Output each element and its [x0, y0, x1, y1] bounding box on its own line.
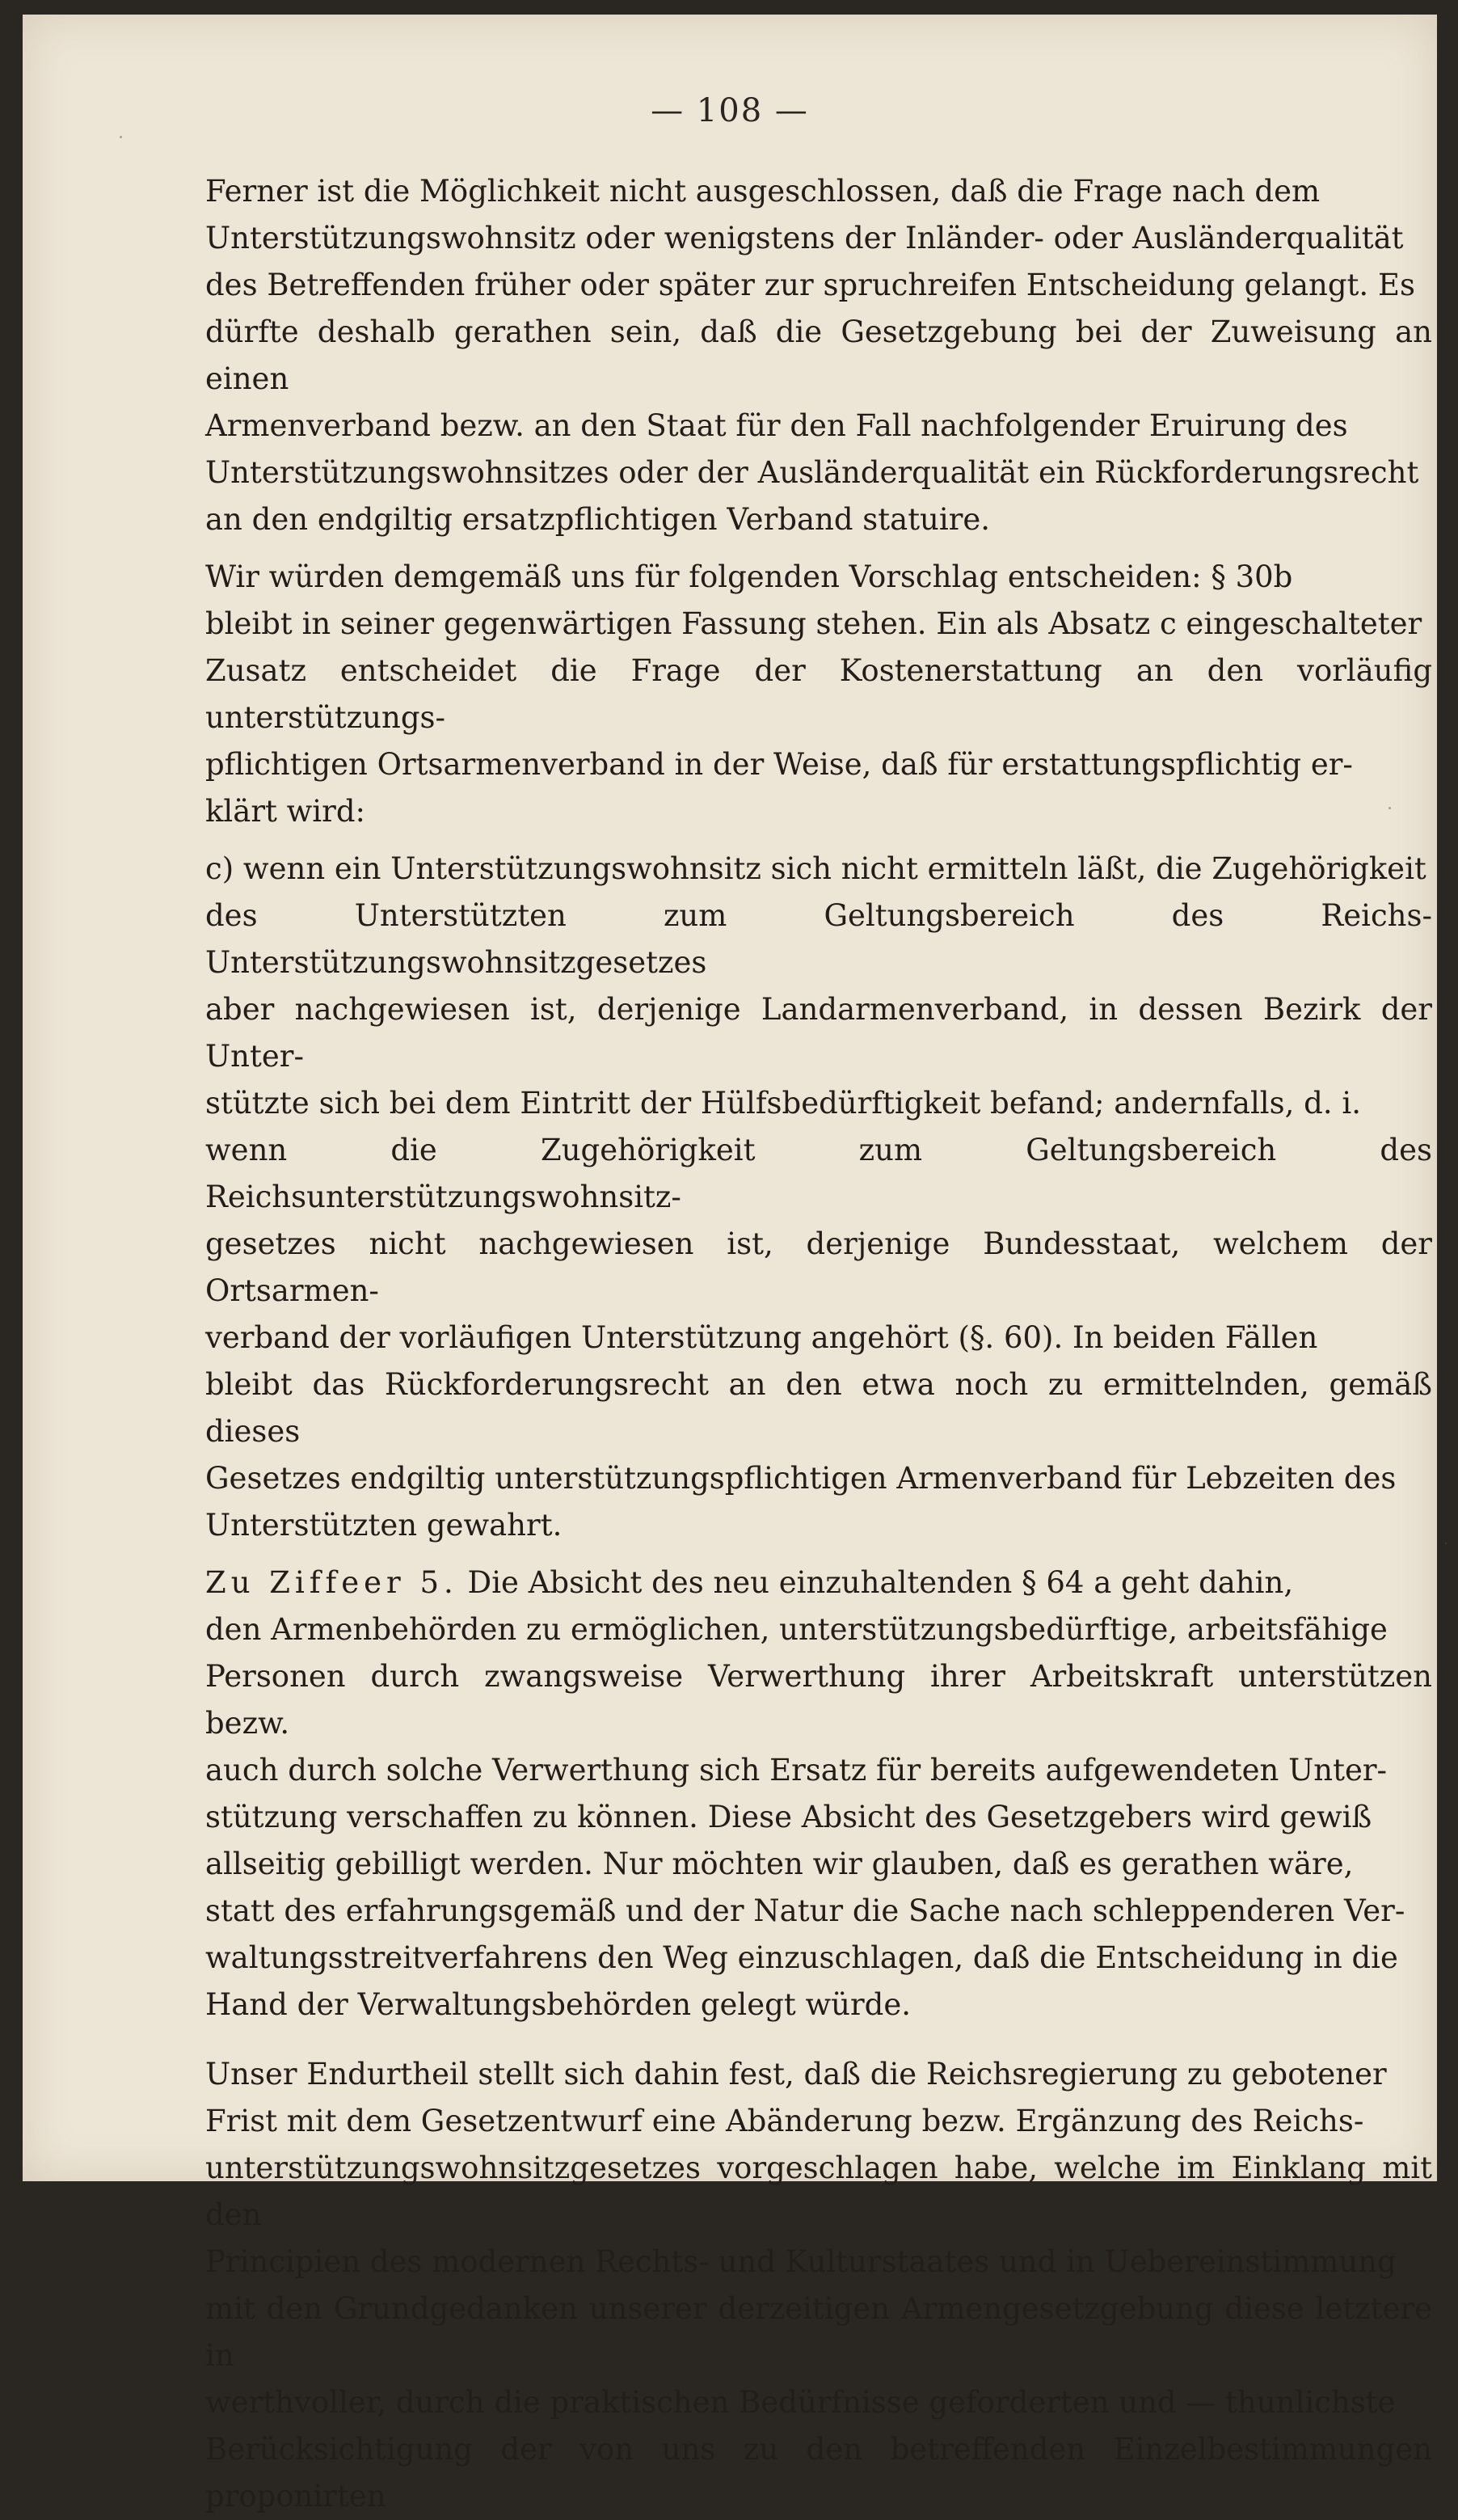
paragraph-ziffer-5: [205, 1560, 1432, 2028]
paragraph-vorschlag: Wir würden demgemäß uns für folgenden Vorschlag entscheiden: § 30b bleibt in seiner gegenwärtigen Fassung stehen. Ein als Absatz c eingeschalteter Zusatz entscheidet die Frage der Kostenerstattung an den vorläufig unterstützungs- pflichtigen Ortsarmenverband in der Weise, daß für erstattungspflichtig er- klärt wird:: [205, 559, 1432, 829]
paragraph-ziffer-5-text: Die Absicht des neu einzuhaltenden § 64 a geht dahin, den Armenbehörden zu ermöglichen, unterstützungsbedürftige, arbeitsfähige Personen durch zwangsweise Verwerthung ihrer Arbeitskraft unterstützen bezw. auch durch solche Verwerthung sich Ersatz für bereits aufgewendeten Unter- stützung verschaffen zu können. Diese Absicht des Gesetzgebers wird gewiß allseitig gebilligt werden. Nur möchten wir glauben, daß es gerathen wäre, statt des erfahrungsgemäß und der Natur die Sache nach schleppenderen Ver- waltungsstreitverfahrens den Weg einzuschlagen, daß die Entscheidung in die Hand der Verwaltungsbehörden gelegt würde.: [205, 1565, 1432, 2022]
paper-speck: [1445, 1543, 1447, 1544]
body-text: [205, 168, 1432, 2520]
document-page: [23, 15, 1437, 2514]
paragraph-endurtheil: Unser Endurtheil stellt sich dahin fest, daß die Reichsregierung zu gebotener Frist mit dem Gesetzentwurf eine Abänderung bezw. Ergänzung des Reichs- unterstützungswohnsitzgesetzes vorgeschlagen habe, welche im Einklang mit den Principien des modernen Rechts- und Kulturstaates und in Uebereinstimmung mit den Grundgedanken unserer derzeitigen Armengesetzgebung diese letztere in werthvoller, durch die praktischen Bedürfnisse geforderten und — thunlichste Berücksichtigung der von uns zu den betreffenden Einzelbestimmungen proponirten: [205, 2057, 1432, 2514]
paper-speck: [120, 136, 122, 138]
section-lead: Zu Ziffeer 5.: [205, 1565, 458, 1600]
paragraph-absatz-c: c) wenn ein Unterstützungswohnsitz sich nicht ermitteln läßt, die Zugehörigkeit des Unterstützten zum Geltungsbereich des Reichs-Unterstützungswohnsitzgesetzes aber nachgewiesen ist, derjenige Landarmenverband, in dessen Bezirk der Unter- stützte sich bei dem Eintritt der Hülfsbedürftigkeit befand; andernfalls, d. i. wenn die Zugehörigkeit zum Geltungsbereich des Reichsunterstützungswohnsitz- gesetzes nicht nachgewiesen ist, derjenige Bundesstaat, welchem der Ortsarmen- verband der vorläufigen Unterstützung angehört (§. 60). In beiden Fällen bleibt das Rückforderungsrecht an den etwa noch zu ermittelnden, gemäß dieses Gesetzes endgiltig unterstützungspflichtigen Armenverband für Lebzeiten des Unterstützten gewahrt.: [205, 851, 1432, 1543]
paragraph-ferner: Ferner ist die Möglichkeit nicht ausgeschlossen, daß die Frage nach dem Unterstützungswohnsitz oder wenigstens der Inländer- oder Ausländerqualität des Betreffenden früher oder später zur spruchreifen Entscheidung gelangt. Es dürfte deshalb gerathen sein, daß die Gesetzgebung bei der Zuweisung an einen Armenverband bezw. an den Staat für den Fall nachfolgender Eruirung des Unterstützungswohnsitzes oder der Ausländerqualität ein Rückforderungsrecht an den endgiltig ersatzpflichtigen Verband statuire.: [205, 174, 1432, 537]
paper-speck: [1388, 807, 1391, 809]
page-number: — 108 —: [651, 92, 809, 129]
